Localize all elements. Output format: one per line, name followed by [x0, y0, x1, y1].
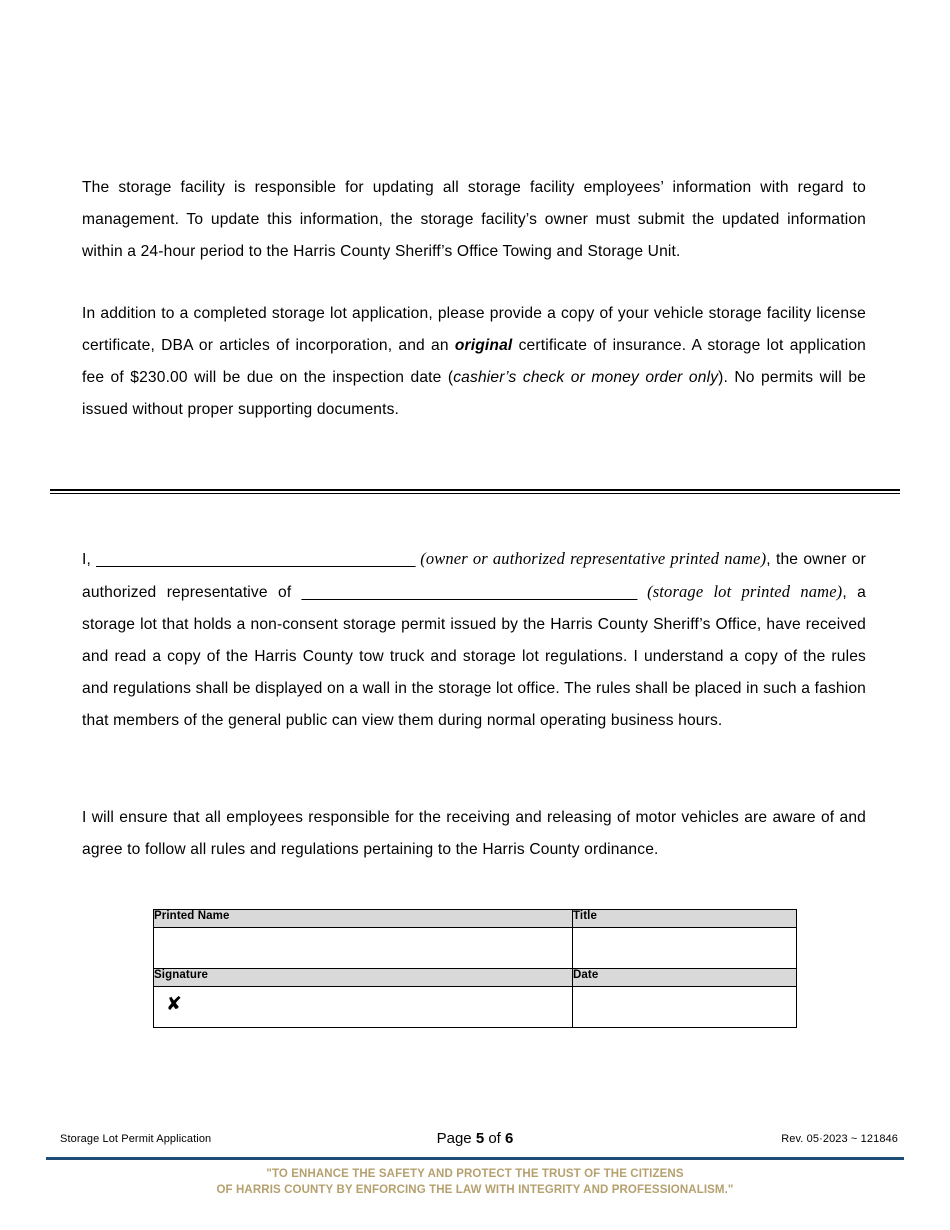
divider-thick-line — [50, 489, 900, 491]
owner-name-blank-field[interactable]: _______________________________________ — [96, 551, 415, 568]
section-divider — [50, 489, 900, 494]
required-documents-text-part-1: In addition to a completed storage lot application, please provide a copy of your vehicle storage facility license certificate, DBA or articles of incorporation, and an — [82, 305, 866, 354]
payment-method-note: cashier’s check or money order only — [453, 369, 719, 386]
declaration-remainder: , a storage lot that holds a non-consent storage permit issued by the Harris County Sheriff’s Office, have received and read a copy of the Harris County tow truck and storage lot regulations. I understand a copy of the rules and regulations shall be displayed on a wall in the storage lot office. The rules shall be placed in such a fashion that members of the general public can view them during normal operating business hours. — [82, 584, 866, 729]
page-label-middle: of — [488, 1130, 501, 1147]
declaration-section — [82, 543, 866, 737]
printed-name-header: Printed Name — [154, 910, 573, 928]
paragraph-employee-assurance — [82, 802, 866, 866]
tagline-line-2: OF HARRIS COUNTY BY ENFORCING THE LAW WITH INTEGRITY AND PROFESSIONALISM." — [216, 1184, 734, 1196]
owner-name-hint: (owner or authorized representative printed name) — [420, 549, 767, 568]
footer-horizontal-rule — [46, 1157, 904, 1160]
divider-thin-line — [50, 493, 900, 494]
declaration-connector: , the owner or authorized representative of — [82, 551, 866, 601]
signature-header: Signature — [154, 969, 573, 987]
table-row — [154, 987, 797, 1028]
signature-x-mark-icon: ✘ — [166, 993, 182, 1015]
paragraph-update-responsibility — [82, 172, 866, 268]
page-label-prefix: Page — [436, 1130, 472, 1147]
date-input-cell[interactable] — [573, 987, 797, 1028]
paragraph-required-documents — [82, 298, 866, 426]
page-current-number: 5 — [475, 1130, 485, 1147]
signature-input-cell[interactable] — [154, 987, 573, 1028]
tagline-line-1: "TO ENHANCE THE SAFETY AND PROTECT THE TRUST OF THE CITIZENS — [266, 1168, 684, 1180]
table-row — [154, 910, 797, 928]
page-total-number: 6 — [505, 1130, 514, 1147]
required-documents-text-part-2: certificate of insurance. A storage lot application fee of $230.00 will be due on the inspection date ( — [82, 337, 866, 386]
required-documents-text-part-3: ). No permits will be issued without proper supporting documents. — [82, 369, 866, 418]
page-footer — [0, 1130, 950, 1152]
footer-revision-code: Rev. 05·2023 ~ 121846 — [781, 1133, 898, 1145]
footer-document-title: Storage Lot Permit Application — [60, 1133, 212, 1145]
paragraph-update-responsibility-text: The storage facility is responsible for updating all storage facility employees’ information with regard to management. To update this information, the storage facility’s owner must submit the updated information within a 24-hour period to the Harris County Sheriff’s Office Towing and Storage Unit. — [82, 179, 866, 260]
closing-section — [82, 802, 866, 866]
printed-name-input-cell[interactable] — [154, 928, 573, 969]
signature-table — [153, 909, 797, 1028]
storage-lot-name-blank-field[interactable]: _________________________________________ — [301, 584, 637, 601]
employee-assurance-text: I will ensure that all employees responsible for the receiving and releasing of motor vehicles are aware of and agree to follow all rules and regulations pertaining to the Harris County ordinance. — [82, 809, 866, 858]
table-row — [154, 969, 797, 987]
table-row — [154, 928, 797, 969]
title-header: Title — [573, 910, 797, 928]
declaration-statement — [82, 543, 866, 737]
original-emphasis: original — [454, 337, 513, 354]
agency-tagline — [0, 1166, 950, 1198]
date-header: Date — [573, 969, 797, 987]
title-input-cell[interactable] — [573, 928, 797, 969]
intro-section — [82, 172, 866, 426]
declaration-lead-in: I, — [82, 551, 97, 568]
storage-lot-name-hint: (storage lot printed name) — [647, 582, 843, 601]
